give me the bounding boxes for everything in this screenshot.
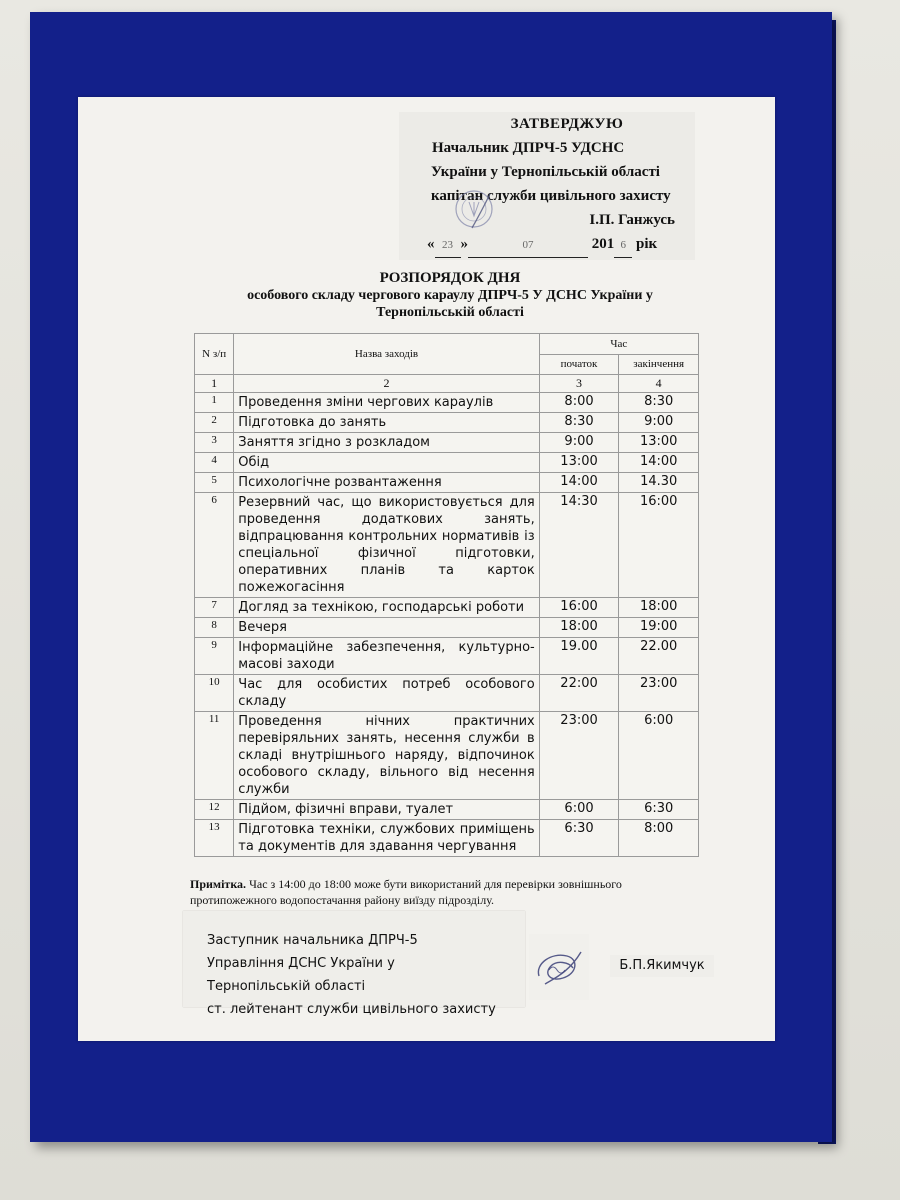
- approval-date: « 23 » 07 201 6 рік: [399, 232, 695, 258]
- approval-signatory: І.П. Ганжусь: [589, 212, 675, 228]
- table-row: 1 Проведення зміни чергових караулів 8:00 8:30: [195, 393, 699, 413]
- col-header-start: початок: [539, 354, 619, 375]
- approval-line-2: України у Тернопільській області: [431, 164, 660, 180]
- approval-title: ЗАТВЕРДЖУЮ: [510, 116, 624, 132]
- handwritten-signature: [529, 934, 589, 1000]
- col-header-name: Назва заходів: [234, 334, 539, 375]
- signature-scribble-icon: [529, 934, 589, 1000]
- schedule-heading: [180, 270, 720, 321]
- col-header-end: закінчення: [619, 354, 699, 375]
- table-row: 4 Обід 13:00 14:00: [195, 453, 699, 473]
- table-index-row: 1 2 3 4: [195, 375, 699, 393]
- approval-line-3: капітан служби цивільного захисту: [431, 188, 671, 204]
- signature-line-2: Управління ДСНС України у: [207, 956, 395, 971]
- footnote-text: Час з 14:00 до 18:00 може бути використаний для перевірки зовнішнього протипожежного водопостачання району виїзду підрозділу.: [190, 877, 622, 907]
- approval-date-month: 07: [468, 233, 588, 258]
- signature-line-1: Заступник начальника ДПРЧ-5: [207, 933, 418, 948]
- table-row: 6 Резервний час, що використовується для проведення додаткових занять, відпрацювання контрольних нормативів із спеціальної фізичної підготовки, оперативних планів та карток пожежогасіння 14:30 16:00: [195, 493, 699, 598]
- col-header-number: N з/п: [195, 334, 234, 375]
- signature-line-3: Тернопільській області: [207, 979, 366, 994]
- footnote-label: Примітка.: [190, 877, 247, 891]
- signature-block: [183, 911, 525, 1017]
- table-row: 9 Інформаційне забезпечення, культурно-масові заходи 19.00 22.00: [195, 638, 699, 675]
- table-row: 11 Проведення нічних практичних перевіряльних занять, несення служби в складі внутрішнього наряду, відпочинок особового складу, вільного від несення служби 23:00 6:00: [195, 712, 699, 800]
- table-row: 7 Догляд за технікою, господарські роботи 16:00 18:00: [195, 598, 699, 618]
- approval-date-year-digit: 6: [614, 233, 632, 258]
- approval-block: [399, 112, 695, 260]
- signature-line-4: ст. лейтенант служби цивільного захисту: [207, 1002, 496, 1017]
- stamp-seal-icon: [450, 188, 498, 230]
- signature-name: Б.П.Якимчук: [610, 955, 714, 977]
- schedule-table: [194, 333, 699, 857]
- table-row: 3 Заняття згідно з розкладом 9:00 13:00: [195, 433, 699, 453]
- table-row: 8 Вечеря 18:00 19:00: [195, 618, 699, 638]
- schedule-title: РОЗПОРЯДОК ДНЯ: [379, 270, 521, 286]
- table-row: 2 Підготовка до занять 8:30 9:00: [195, 413, 699, 433]
- table-row: 13 Підготовка техніки, службових приміщень та документів для здавання чергування 6:30 8:00: [195, 820, 699, 857]
- schedule-subtitle-1: особового складу чергового караулу ДПРЧ-5 У ДСНС України у: [247, 288, 653, 303]
- footnote: [190, 876, 700, 908]
- table-row: 10 Час для особистих потреб особового складу 22:00 23:00: [195, 675, 699, 712]
- approval-date-day: 23: [435, 233, 461, 258]
- approval-line-1: Начальник ДПРЧ-5 УДСНС: [432, 140, 625, 156]
- table-row: 5 Психологічне розвантаження 14:00 14.30: [195, 473, 699, 493]
- schedule-subtitle-2: Тернопільській області: [376, 305, 524, 320]
- table-row: 12 Підйом, фізичні вправи, туалет 6:00 6:30: [195, 800, 699, 820]
- col-header-time: Час: [539, 334, 698, 355]
